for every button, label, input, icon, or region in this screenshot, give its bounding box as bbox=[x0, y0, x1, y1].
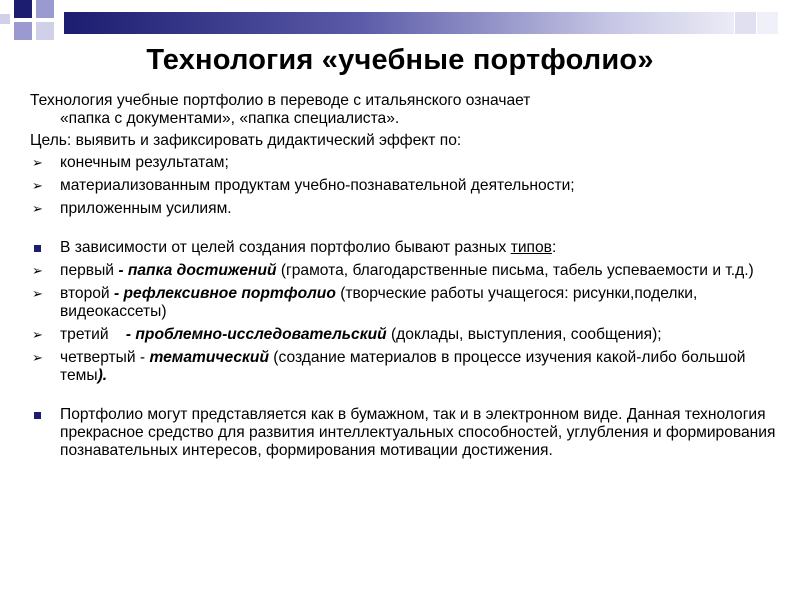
type-prefix: первый bbox=[60, 262, 119, 279]
type-desc: (творческие работы учащегося: рисунки,поделки, видеокассеты) bbox=[60, 285, 698, 320]
list-item bbox=[30, 154, 790, 172]
type-desc: (доклады, выступления, сообщения); bbox=[386, 326, 662, 343]
goal-line: Цель: выявить и зафиксировать дидактический эффект по: bbox=[30, 132, 462, 149]
type-name: - рефлексивное портфолио bbox=[113, 285, 336, 302]
square-bullet-icon bbox=[32, 239, 52, 257]
types-word: типов bbox=[510, 239, 552, 256]
intro-paragraph bbox=[30, 92, 790, 128]
list-item bbox=[30, 406, 790, 460]
intro-line-2: «папка с документами», «папка специалиста». bbox=[60, 110, 400, 127]
arrow-bullet-icon: ➢ bbox=[32, 201, 43, 216]
decor-square bbox=[14, 22, 32, 40]
type-name: - папка достижений bbox=[118, 262, 277, 279]
list-item bbox=[30, 239, 790, 257]
square-bullet-icon bbox=[32, 406, 52, 424]
arrow-bullet-icon: ➢ bbox=[32, 286, 43, 301]
goal-item-text: конечным результатам; bbox=[60, 154, 229, 171]
slide-title: Технология «учебные портфолио» bbox=[146, 44, 654, 76]
type-name: - проблемно-исследовательский bbox=[125, 326, 387, 343]
types-lead: В зависимости от целей создания портфолио бывают разных bbox=[60, 239, 511, 256]
decor-square bbox=[14, 0, 32, 18]
types-lead-tail: : bbox=[551, 239, 557, 256]
type-name: тематический bbox=[149, 349, 269, 366]
list-item bbox=[30, 262, 790, 280]
header-gradient-bar bbox=[64, 12, 800, 34]
decor-square bbox=[36, 22, 54, 40]
list-item bbox=[30, 326, 790, 344]
goal-item-text: приложенным усилиям. bbox=[60, 200, 232, 217]
decor-square bbox=[0, 14, 10, 24]
goal-item-text: материализованным продуктам учебно-познавательной деятельности; bbox=[60, 177, 575, 194]
arrow-bullet-icon: ➢ bbox=[32, 155, 43, 170]
type-prefix: третий bbox=[60, 326, 126, 343]
list-item bbox=[30, 177, 790, 195]
list-item bbox=[30, 349, 790, 385]
decor-square bbox=[36, 0, 54, 18]
type-prefix: четвертый - bbox=[60, 349, 150, 366]
slide-body bbox=[30, 92, 790, 465]
type-desc: (грамота, благодарственные письма, табель успеваемости и т.д.) bbox=[276, 262, 754, 279]
arrow-bullet-icon: ➢ bbox=[32, 350, 43, 365]
intro-line-1: Технология учебные портфолио в переводе с итальянского означает bbox=[30, 92, 531, 109]
list-item bbox=[30, 200, 790, 218]
arrow-bullet-icon: ➢ bbox=[32, 327, 43, 342]
arrow-bullet-icon: ➢ bbox=[32, 178, 43, 193]
arrow-bullet-icon: ➢ bbox=[32, 263, 43, 278]
type-tail: ). bbox=[97, 367, 108, 384]
type-prefix: второй bbox=[60, 285, 114, 302]
conclusion-text: Портфолио могут представляется как в бумажном, так и в электронном виде. Данная технология прекрасное средство для развития интеллектуальных способностей, углубления и формирования познавательных интересов, формирования мотивации достижения. bbox=[60, 406, 776, 459]
list-item bbox=[30, 285, 790, 321]
type-desc: (создание материалов в процессе изучения какой-либо большой темы bbox=[60, 349, 746, 384]
